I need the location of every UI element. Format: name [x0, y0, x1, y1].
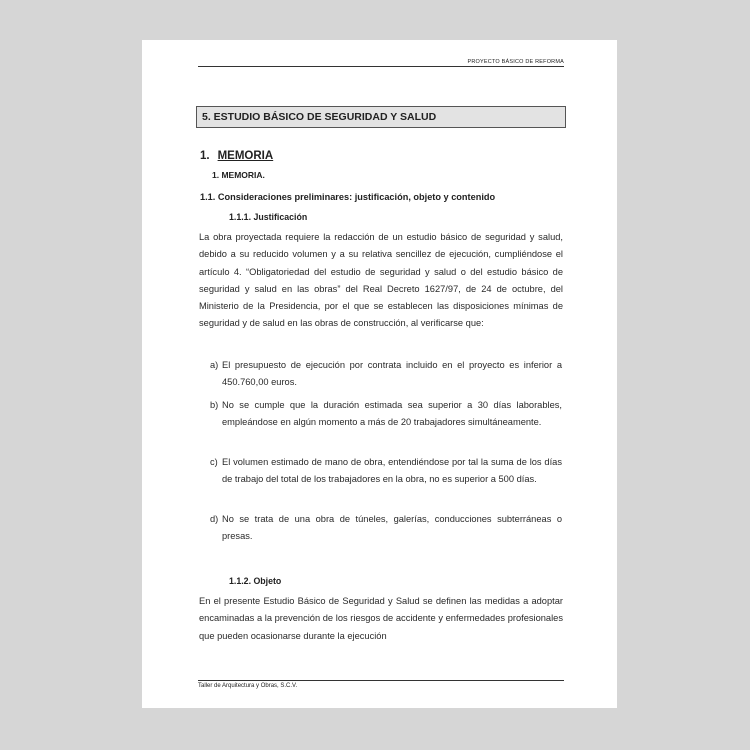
- list-text: El volumen estimado de mano de obra, entendiéndose por tal la suma de los días de trabajo del total de los trabajadores en la obra, no es superior a 500 días.: [222, 457, 562, 485]
- document-page: [142, 40, 617, 708]
- list-item: [210, 454, 562, 489]
- list-marker: c): [210, 457, 218, 467]
- list-marker: a): [210, 360, 219, 370]
- list-text: No se trata de una obra de túneles, galerías, conducciones subterráneas o presas.: [222, 514, 562, 542]
- objeto-heading: 1.1.2. Objeto: [229, 576, 282, 586]
- subsection-heading: 1.1. Consideraciones preliminares: justificación, objeto y contenido: [200, 192, 496, 202]
- list-item: [210, 511, 562, 546]
- objeto-paragraph: En el presente Estudio Básico de Seguridad y Salud se definen las medidas a adoptar encaminadas a la prevención de los riesgos de accidente y enfermedades profesionales que pueden ocasionarse durante la ejecución: [199, 596, 563, 641]
- section-title: 5. ESTUDIO BÁSICO DE SEGURIDAD Y SALUD: [196, 106, 566, 128]
- memoria-number: 1.: [200, 150, 210, 162]
- list-text: El presupuesto de ejecución por contrata incluido en el proyecto es inferior a 450.760,00 euros.: [222, 360, 562, 388]
- list-marker: b): [210, 400, 219, 410]
- list-text: No se cumple que la duración estimada sea superior a 30 días laborables, empleándose en algún momento a más de 20 trabajadores simultáneamente.: [222, 400, 562, 428]
- justificacion-paragraph: La obra proyectada requiere la redacción de un estudio básico de seguridad y salud, debido a su reducido volumen y a su relativa sencillez de ejecución, cumpliéndose el artículo 4. “Obligatoriedad del estudio de seguridad y salud o del estudio básico de seguridad y salud en las obras” del Real Decreto 1627/97, de 24 de octubre, del Ministerio de la Presidencia, por el que se establecen las disposiciones mínimas de seguridad y de salud en las obras de construcción, al verificarse que:: [199, 232, 563, 329]
- page-header: PROYECTO BÁSICO DE REFORMA: [198, 59, 564, 67]
- memoria-heading: [200, 150, 273, 162]
- list-item: [210, 397, 562, 432]
- list-marker: d): [210, 514, 219, 524]
- memoria-title: MEMORIA: [217, 150, 274, 162]
- list-item: [210, 357, 562, 392]
- page-footer: Taller de Arquitectura y Obras, S.C.V.: [198, 680, 564, 689]
- memoria-subheading: 1. MEMORIA.: [212, 170, 265, 180]
- justificacion-heading: 1.1.1. Justificación: [229, 212, 308, 222]
